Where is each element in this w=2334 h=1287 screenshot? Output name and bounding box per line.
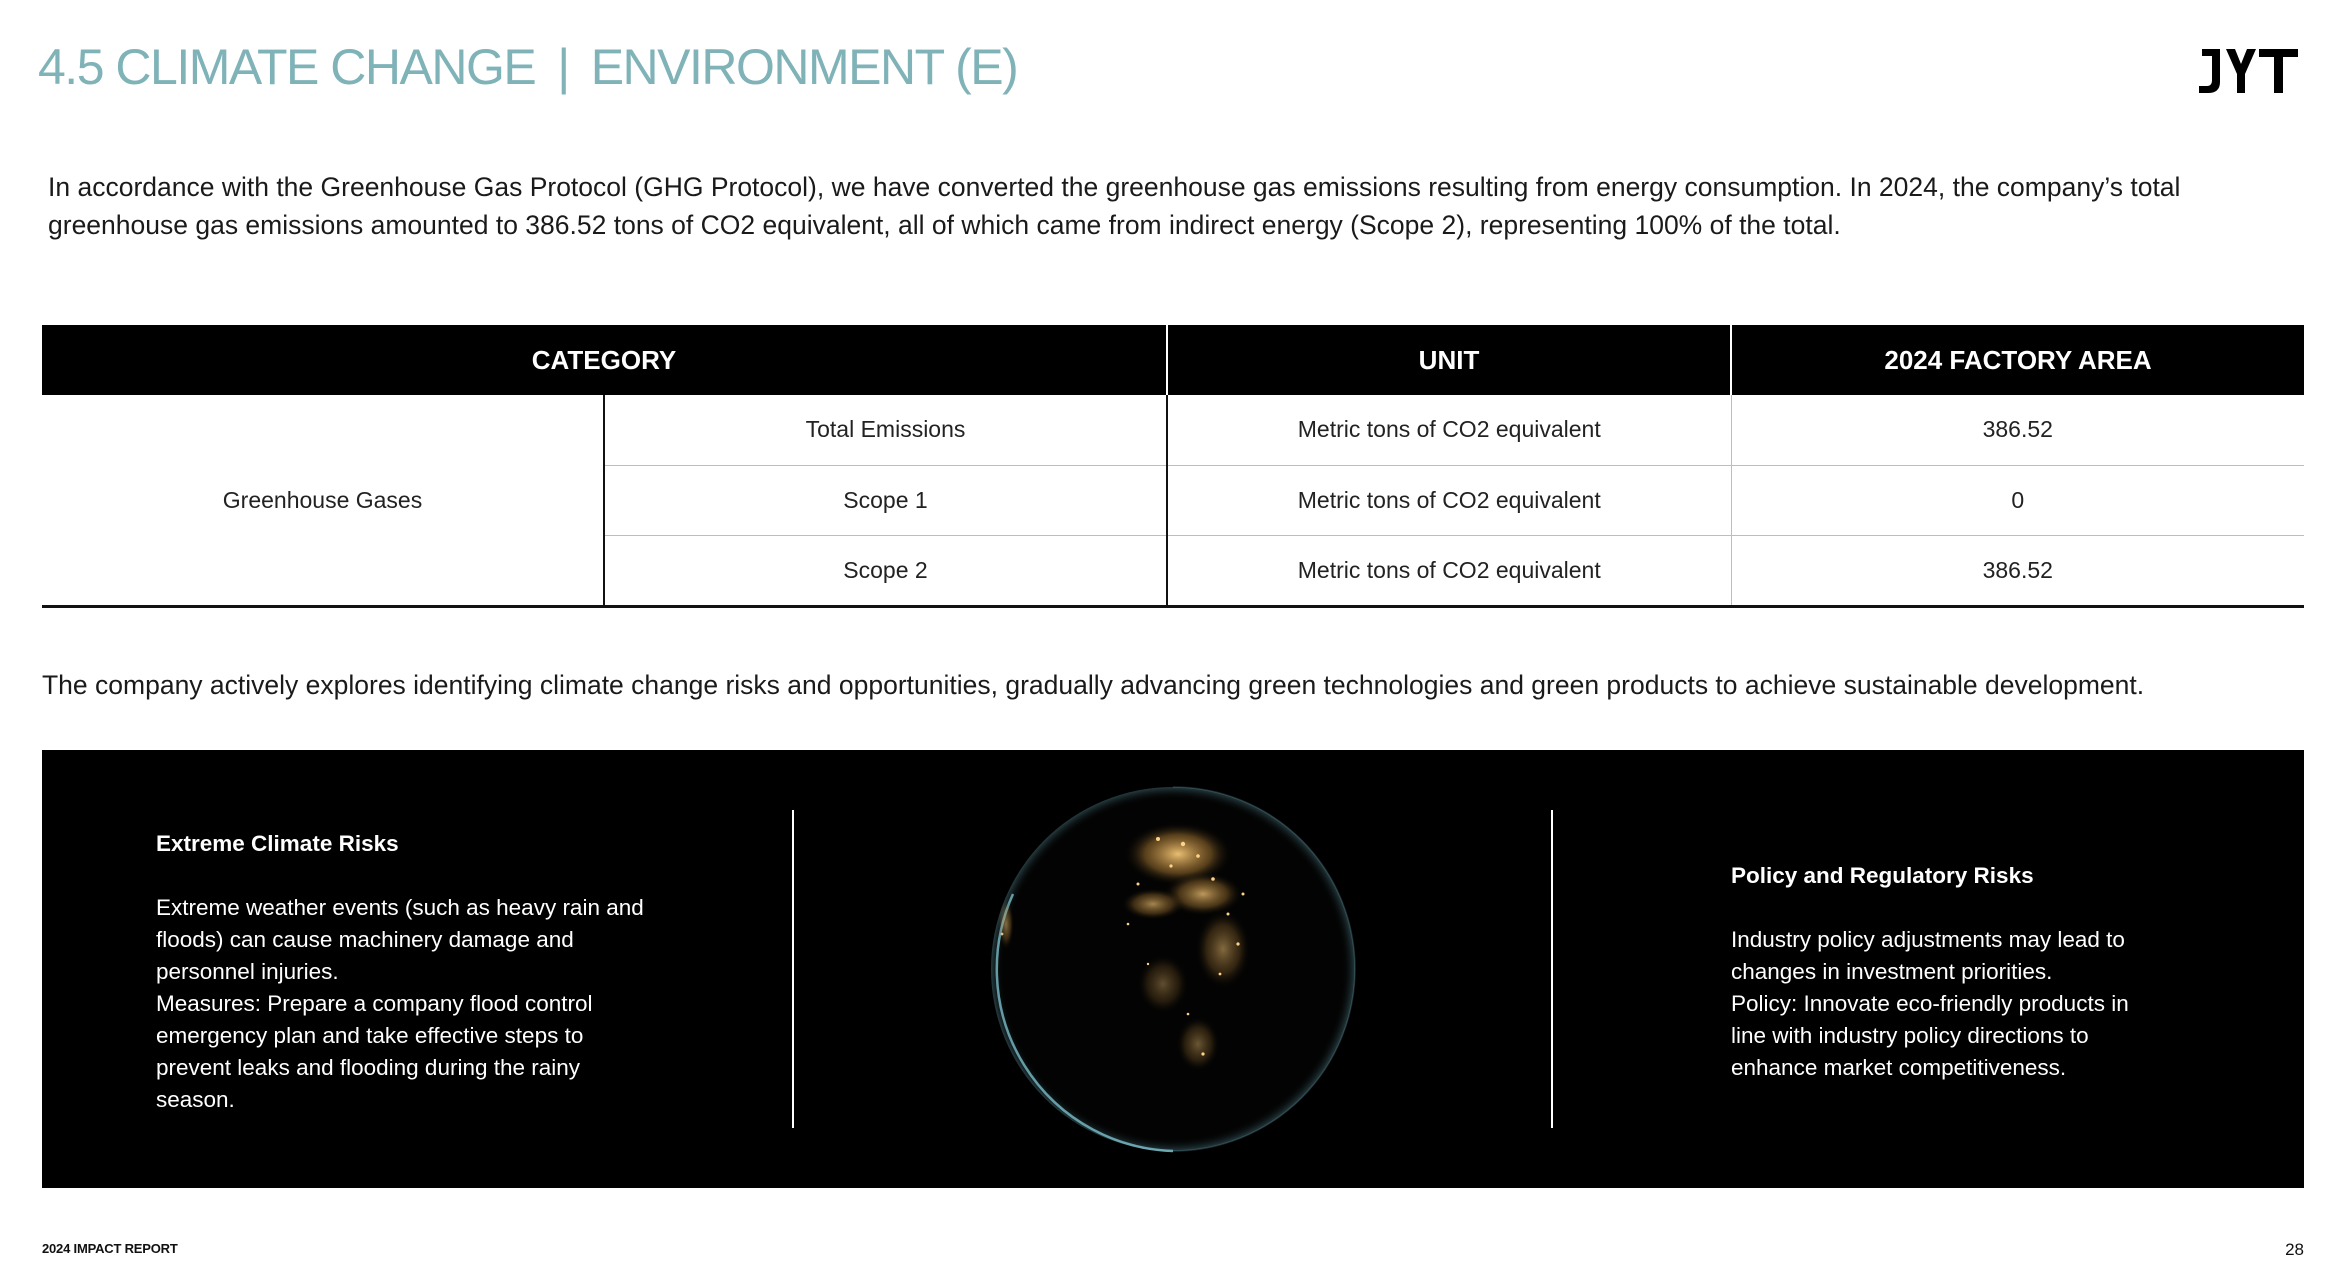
row-unit: Metric tons of CO2 equivalent (1167, 395, 1731, 465)
jyt-logo-icon (2196, 46, 2300, 96)
row-item: Scope 2 (604, 535, 1167, 605)
policy-regulatory-risks (1731, 860, 2251, 1084)
header-unit: UNIT (1167, 325, 1731, 395)
panel-divider-left (792, 810, 794, 1128)
page-title-section: 4.5 CLIMATE CHANGE (38, 39, 536, 95)
footer-page-number: 28 (2285, 1240, 2304, 1259)
row-unit: Metric tons of CO2 equivalent (1167, 465, 1731, 535)
ghg-emissions-table (42, 325, 2304, 605)
header-category: CATEGORY (42, 325, 1167, 395)
table-bottom-rule (42, 605, 2304, 608)
policy-regulatory-risks-title: Policy and Regulatory Risks (1731, 863, 2034, 888)
extreme-climate-risks (156, 828, 716, 1116)
row-item: Total Emissions (604, 395, 1167, 465)
climate-note-paragraph: The company actively explores identifying climate change risks and opportunities, gradually advancing green technologies and green products to achieve sustainable development. (42, 670, 2145, 700)
climate-risks-panel (42, 750, 2304, 1188)
row-value: 386.52 (1731, 395, 2304, 465)
table-header-row (42, 325, 2304, 395)
title-separator: | (557, 39, 569, 95)
table-row (42, 395, 2304, 465)
extreme-climate-risks-title: Extreme Climate Risks (156, 831, 399, 856)
row-unit: Metric tons of CO2 equivalent (1167, 535, 1731, 605)
extreme-climate-risks-body: Extreme weather events (such as heavy rain and floods) can cause machinery damage and personnel injuries. Measures: Prepare a company flood control emergency plan and take effective steps to prevent leaks and flooding during the rainy season. (156, 895, 644, 1112)
page-title (38, 38, 1017, 96)
row-value: 0 (1731, 465, 2304, 535)
row-value: 386.52 (1982, 556, 2053, 583)
intro-paragraph: In accordance with the Greenhouse Gas Protocol (GHG Protocol), we have converted the greenhouse gas emissions resulting from energy consumption. In 2024, the company’s total greenhouse gas emissions amounted to 386.52 tons of CO2 equivalent, all of which came from indirect energy (Scope 2), representing 100% of the total. (48, 172, 2181, 240)
panel-divider-right (1551, 810, 1553, 1128)
footer-report-name: 2024 IMPACT REPORT (42, 1241, 178, 1256)
page-title-category: ENVIRONMENT (E) (590, 39, 1018, 95)
earth-at-night-globe-icon (988, 784, 1358, 1154)
policy-regulatory-risks-body: Industry policy adjustments may lead to changes in investment priorities. Policy: Innovate eco-friendly products in line with industry policy directions to enhance market competitiveness. (1731, 927, 2129, 1080)
row-item: Scope 1 (604, 465, 1167, 535)
header-factory-area: 2024 FACTORY AREA (1731, 325, 2304, 395)
category-group-label: Greenhouse Gases (42, 395, 604, 605)
